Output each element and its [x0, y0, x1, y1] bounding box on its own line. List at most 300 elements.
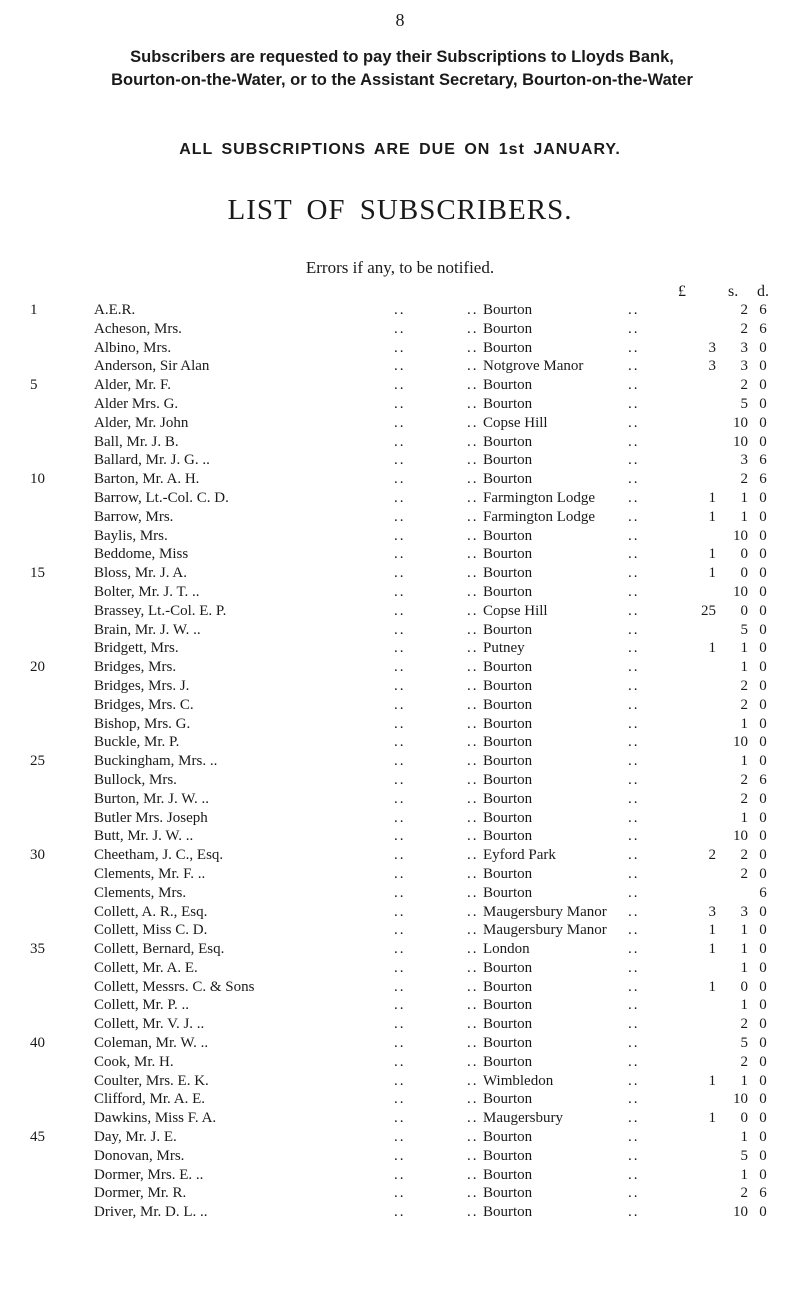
amount-shillings: 2	[740, 865, 748, 882]
leader-dots: ..	[394, 452, 406, 469]
leader-dots: ..	[628, 1110, 640, 1127]
leader-dots: ..	[467, 489, 479, 506]
amount-column-header	[0, 283, 800, 303]
leader-dots: ..	[628, 903, 640, 920]
subscriber-name: Collett, Bernard, Esq.	[94, 941, 225, 958]
amount-pence: 6	[759, 452, 767, 469]
subscriber-name: Burton, Mr. J. W. ..	[94, 790, 210, 807]
subscriber-name: Alder, Mr. F.	[94, 377, 171, 394]
amount-pounds: 1	[708, 640, 716, 657]
leader-dots: ..	[394, 339, 406, 356]
subscriber-name: Collett, Mr. A. E.	[94, 959, 198, 976]
subscriber-row	[0, 527, 800, 546]
leader-dots: ..	[467, 339, 479, 356]
amount-pounds: 1	[708, 978, 716, 995]
subscriber-row	[0, 339, 800, 358]
leader-dots: ..	[628, 358, 640, 375]
leader-dots: ..	[467, 358, 479, 375]
leader-dots: ..	[467, 471, 479, 488]
amount-shillings: 3	[740, 358, 748, 375]
amount-shillings: 2	[740, 1016, 748, 1033]
leader-dots: ..	[467, 1035, 479, 1052]
subscriber-place: Bourton	[483, 734, 533, 751]
amount-pounds: 1	[708, 922, 716, 939]
subscriber-row	[0, 1053, 800, 1072]
subscriber-name: Barton, Mr. A. H.	[94, 471, 200, 488]
leader-dots: ..	[628, 922, 640, 939]
subscriber-name: Alder Mrs. G.	[94, 395, 179, 412]
leader-dots: ..	[628, 1091, 640, 1108]
subscriber-place: Bourton	[483, 621, 533, 638]
subscriber-place: Bourton	[483, 1166, 533, 1183]
amount-pence: 6	[759, 320, 767, 337]
subscriber-row	[0, 959, 800, 978]
leader-dots: ..	[467, 452, 479, 469]
subscriber-row	[0, 639, 800, 658]
subscriber-place: Bourton	[483, 959, 533, 976]
leader-dots: ..	[628, 640, 640, 657]
amount-pence: 0	[759, 903, 767, 920]
leader-dots: ..	[467, 377, 479, 394]
subscriber-row	[0, 884, 800, 903]
amount-pounds: 2	[708, 847, 716, 864]
leader-dots: ..	[628, 452, 640, 469]
amount-pence: 0	[759, 1147, 767, 1164]
subscriber-place: Bourton	[483, 771, 533, 788]
leader-dots: ..	[394, 583, 406, 600]
amount-pence: 0	[759, 508, 767, 525]
leader-dots: ..	[628, 734, 640, 751]
leader-dots: ..	[394, 1072, 406, 1089]
amount-shillings: 10	[733, 433, 748, 450]
leader-dots: ..	[467, 1129, 479, 1146]
subscriber-name: Dawkins, Miss F. A.	[94, 1110, 217, 1127]
amount-shillings: 1	[740, 1166, 748, 1183]
subscriber-row	[0, 865, 800, 884]
leader-dots: ..	[467, 433, 479, 450]
leader-dots: ..	[628, 1185, 640, 1202]
row-number: 20	[30, 659, 45, 676]
leader-dots: ..	[467, 414, 479, 431]
subscriber-place: Bourton	[483, 715, 533, 732]
amount-shillings: 1	[740, 659, 748, 676]
leader-dots: ..	[394, 1129, 406, 1146]
leader-dots: ..	[394, 884, 406, 901]
amount-shillings: 0	[740, 546, 748, 563]
leader-dots: ..	[467, 602, 479, 619]
subscriber-place: Bourton	[483, 1035, 533, 1052]
payment-notice-line-2: Bourton-on-the-Water, or to the Assistant Secretary, Bourton-on-the-Water	[111, 71, 693, 89]
subscriber-name: Bridges, Mrs.	[94, 659, 177, 676]
subscriber-place: Bourton	[483, 1016, 533, 1033]
leader-dots: ..	[628, 602, 640, 619]
amount-shillings: 5	[740, 1035, 748, 1052]
subscriber-row	[0, 583, 800, 602]
amount-shillings: 3	[740, 339, 748, 356]
subscriber-name: Cheetham, J. C., Esq.	[94, 847, 224, 864]
subscriber-name: Bishop, Mrs. G.	[94, 715, 191, 732]
amount-pence: 0	[759, 489, 767, 506]
amount-pounds: 1	[708, 941, 716, 958]
amount-pounds: 1	[708, 1110, 716, 1127]
leader-dots: ..	[467, 565, 479, 582]
amount-pence: 0	[759, 809, 767, 826]
amount-shillings: 2	[740, 1053, 748, 1070]
subscriber-place: Bourton	[483, 1204, 533, 1221]
amount-pence: 0	[759, 677, 767, 694]
amount-pence: 0	[759, 546, 767, 563]
leader-dots: ..	[394, 1110, 406, 1127]
amount-pence: 0	[759, 527, 767, 544]
leader-dots: ..	[467, 809, 479, 826]
leader-dots: ..	[467, 884, 479, 901]
amount-pence: 6	[759, 1185, 767, 1202]
leader-dots: ..	[394, 659, 406, 676]
subscriber-name: Bridgett, Mrs.	[94, 640, 179, 657]
due-notice: ALL SUBSCRIPTIONS ARE DUE ON 1st JANUARY.	[179, 141, 621, 158]
leader-dots: ..	[467, 1053, 479, 1070]
leader-dots: ..	[394, 489, 406, 506]
amount-shillings: 0	[740, 565, 748, 582]
leader-dots: ..	[628, 997, 640, 1014]
subscriber-row	[0, 1072, 800, 1091]
subscriber-place: Bourton	[483, 546, 533, 563]
subscriber-row	[0, 978, 800, 997]
leader-dots: ..	[467, 320, 479, 337]
leader-dots: ..	[394, 734, 406, 751]
amount-shillings: 1	[740, 997, 748, 1014]
subscriber-row	[0, 414, 800, 433]
subscriber-row	[0, 903, 800, 922]
leader-dots: ..	[394, 865, 406, 882]
leader-dots: ..	[628, 659, 640, 676]
amount-shillings: 10	[733, 583, 748, 600]
subscriber-name: Beddome, Miss	[94, 546, 189, 563]
leader-dots: ..	[467, 847, 479, 864]
subscriber-row	[0, 1128, 800, 1147]
amount-shillings: 2	[740, 320, 748, 337]
amount-shillings: 5	[740, 1147, 748, 1164]
row-number: 10	[30, 471, 45, 488]
amount-shillings: 5	[740, 621, 748, 638]
amount-pence: 0	[759, 1204, 767, 1221]
subscriber-place: Bourton	[483, 302, 533, 318]
subscriber-name: Baylis, Mrs.	[94, 527, 168, 544]
subscriber-row	[0, 846, 800, 865]
leader-dots: ..	[394, 753, 406, 770]
subscriber-row	[0, 470, 800, 489]
row-number: 35	[30, 941, 45, 958]
leader-dots: ..	[628, 828, 640, 845]
amount-pounds: 3	[708, 358, 716, 375]
leader-dots: ..	[394, 395, 406, 412]
amount-pence: 6	[759, 884, 767, 901]
leader-dots: ..	[394, 546, 406, 563]
amount-pounds: 1	[708, 546, 716, 563]
subscriber-name: Bloss, Mr. J. A.	[94, 565, 187, 582]
leader-dots: ..	[628, 320, 640, 337]
leader-dots: ..	[628, 790, 640, 807]
leader-dots: ..	[628, 1204, 640, 1221]
leader-dots: ..	[628, 621, 640, 638]
amount-pence: 0	[759, 1035, 767, 1052]
leader-dots: ..	[394, 1053, 406, 1070]
subscriber-name: Dormer, Mr. R.	[94, 1185, 187, 1202]
row-number: 45	[30, 1129, 45, 1146]
amount-shillings: 2	[740, 677, 748, 694]
amount-pence: 0	[759, 865, 767, 882]
subscriber-place: Bourton	[483, 1091, 533, 1108]
leader-dots: ..	[467, 941, 479, 958]
amount-shillings: 1	[740, 941, 748, 958]
leader-dots: ..	[394, 1035, 406, 1052]
subscriber-row	[0, 545, 800, 564]
leader-dots: ..	[394, 828, 406, 845]
leader-dots: ..	[394, 508, 406, 525]
leader-dots: ..	[628, 302, 640, 318]
subscriber-row	[0, 940, 800, 959]
leader-dots: ..	[467, 790, 479, 807]
leader-dots: ..	[628, 1053, 640, 1070]
subscriber-row	[0, 602, 800, 621]
subscriber-name: Collett, A. R., Esq.	[94, 903, 208, 920]
subscriber-name: Brassey, Lt.-Col. E. P.	[94, 602, 227, 619]
leader-dots: ..	[394, 640, 406, 657]
subscriber-name: Bolter, Mr. J. T. ..	[94, 583, 200, 600]
leader-dots: ..	[467, 1091, 479, 1108]
leader-dots: ..	[394, 414, 406, 431]
amount-shillings: 10	[733, 828, 748, 845]
subscriber-name: Buckingham, Mrs. ..	[94, 753, 218, 770]
row-number: 15	[30, 565, 45, 582]
leader-dots: ..	[394, 715, 406, 732]
leader-dots: ..	[467, 395, 479, 412]
amount-shillings: 2	[740, 696, 748, 713]
amount-pence: 0	[759, 959, 767, 976]
subscriber-place: Bourton	[483, 1147, 533, 1164]
amount-pence: 0	[759, 922, 767, 939]
subscriber-row	[0, 1034, 800, 1053]
leader-dots: ..	[394, 978, 406, 995]
subscriber-row	[0, 677, 800, 696]
leader-dots: ..	[467, 828, 479, 845]
leader-dots: ..	[628, 753, 640, 770]
leader-dots: ..	[628, 471, 640, 488]
leader-dots: ..	[467, 659, 479, 676]
amount-pounds: 3	[708, 339, 716, 356]
amount-shillings: 2	[740, 302, 748, 318]
amount-pence: 0	[759, 339, 767, 356]
leader-dots: ..	[467, 696, 479, 713]
subscriber-row	[0, 790, 800, 809]
leader-dots: ..	[628, 941, 640, 958]
subscriber-place: Notgrove Manor	[483, 358, 584, 375]
amount-pence: 0	[759, 1166, 767, 1183]
subscriber-name: Day, Mr. J. E.	[94, 1129, 177, 1146]
subscriber-row	[0, 564, 800, 583]
subscriber-row	[0, 301, 800, 320]
amount-pounds: 1	[708, 565, 716, 582]
amount-pence: 0	[759, 358, 767, 375]
leader-dots: ..	[467, 640, 479, 657]
amount-pence: 0	[759, 978, 767, 995]
leader-dots: ..	[394, 959, 406, 976]
leader-dots: ..	[467, 734, 479, 751]
subscriber-place: Bourton	[483, 659, 533, 676]
subscriber-name: Coulter, Mrs. E. K.	[94, 1072, 209, 1089]
amount-pence: 0	[759, 433, 767, 450]
subscriber-name: Donovan, Mrs.	[94, 1147, 185, 1164]
leader-dots: ..	[394, 903, 406, 920]
subscriber-place: Bourton	[483, 395, 533, 412]
amount-pence: 0	[759, 1129, 767, 1146]
leader-dots: ..	[394, 358, 406, 375]
amount-shillings: 1	[740, 715, 748, 732]
amount-shillings: 2	[740, 790, 748, 807]
subscriber-name: Butler Mrs. Joseph	[94, 809, 208, 826]
leader-dots: ..	[628, 1072, 640, 1089]
amount-pence: 0	[759, 828, 767, 845]
leader-dots: ..	[467, 922, 479, 939]
subscriber-row	[0, 696, 800, 715]
leader-dots: ..	[628, 809, 640, 826]
subscriber-place: Bourton	[483, 997, 533, 1014]
leader-dots: ..	[467, 1166, 479, 1183]
amount-shillings: 1	[740, 959, 748, 976]
subscriber-row	[0, 320, 800, 339]
subscriber-place: Bourton	[483, 790, 533, 807]
subscriber-row	[0, 658, 800, 677]
leader-dots: ..	[628, 527, 640, 544]
leader-dots: ..	[467, 959, 479, 976]
amount-pence: 0	[759, 395, 767, 412]
leader-dots: ..	[628, 1166, 640, 1183]
pence-header: d.	[757, 283, 769, 300]
leader-dots: ..	[628, 978, 640, 995]
leader-dots: ..	[628, 433, 640, 450]
amount-pence: 0	[759, 1053, 767, 1070]
amount-pence: 0	[759, 941, 767, 958]
amount-shillings: 2	[740, 377, 748, 394]
subscriber-row	[0, 1147, 800, 1166]
subscriber-place: Bourton	[483, 696, 533, 713]
leader-dots: ..	[628, 865, 640, 882]
subscriber-place: Copse Hill	[483, 602, 548, 619]
amount-shillings: 10	[733, 1091, 748, 1108]
subscriber-row	[0, 621, 800, 640]
subscriber-name: Acheson, Mrs.	[94, 320, 182, 337]
leader-dots: ..	[467, 527, 479, 544]
amount-shillings: 1	[740, 508, 748, 525]
leader-dots: ..	[394, 320, 406, 337]
amount-shillings: 1	[740, 1129, 748, 1146]
subscriber-row	[0, 752, 800, 771]
leader-dots: ..	[628, 959, 640, 976]
subscriber-name: Ball, Mr. J. B.	[94, 433, 179, 450]
leader-dots: ..	[467, 621, 479, 638]
subscriber-place: Bourton	[483, 452, 533, 469]
subscriber-name: Barrow, Mrs.	[94, 508, 174, 525]
leader-dots: ..	[467, 583, 479, 600]
subscriber-name: Butt, Mr. J. W. ..	[94, 828, 194, 845]
amount-pence: 0	[759, 602, 767, 619]
amount-shillings: 1	[740, 1072, 748, 1089]
subscriber-row	[0, 1203, 800, 1222]
subscriber-name: Buckle, Mr. P.	[94, 734, 180, 751]
amount-pence: 0	[759, 1091, 767, 1108]
subscriber-name: Collett, Mr. P. ..	[94, 997, 190, 1014]
amount-pounds: 1	[708, 1072, 716, 1089]
amount-pence: 0	[759, 753, 767, 770]
leader-dots: ..	[394, 847, 406, 864]
amount-shillings: 2	[740, 771, 748, 788]
leader-dots: ..	[394, 565, 406, 582]
amount-shillings: 2	[740, 1185, 748, 1202]
leader-dots: ..	[467, 1204, 479, 1221]
subscriber-row	[0, 1184, 800, 1203]
subscriber-row	[0, 996, 800, 1015]
leader-dots: ..	[467, 302, 479, 318]
amount-pence: 0	[759, 715, 767, 732]
subscriber-row	[0, 1090, 800, 1109]
leader-dots: ..	[628, 546, 640, 563]
leader-dots: ..	[628, 565, 640, 582]
pounds-header: £	[678, 283, 686, 300]
amount-pence: 6	[759, 771, 767, 788]
leader-dots: ..	[628, 1035, 640, 1052]
subscriber-name: Collett, Messrs. C. & Sons	[94, 978, 255, 995]
subscriber-name: Clements, Mr. F. ..	[94, 865, 206, 882]
subscriber-name: Bridges, Mrs. J.	[94, 677, 190, 694]
amount-pence: 0	[759, 583, 767, 600]
leader-dots: ..	[628, 414, 640, 431]
amount-pounds: 25	[701, 602, 716, 619]
subscriber-name: Dormer, Mrs. E. ..	[94, 1166, 204, 1183]
amount-shillings: 1	[740, 640, 748, 657]
subscriber-name: Albino, Mrs.	[94, 339, 172, 356]
amount-shillings: 1	[740, 809, 748, 826]
row-number: 5	[30, 377, 38, 394]
leader-dots: ..	[394, 377, 406, 394]
page-title: LIST OF SUBSCRIBERS.	[227, 194, 573, 226]
subscriber-row	[0, 715, 800, 734]
subscriber-place: Bourton	[483, 471, 533, 488]
leader-dots: ..	[394, 1185, 406, 1202]
amount-pence: 0	[759, 1016, 767, 1033]
leader-dots: ..	[394, 941, 406, 958]
amount-pence: 0	[759, 621, 767, 638]
subscriber-place: Bourton	[483, 865, 533, 882]
leader-dots: ..	[467, 771, 479, 788]
amount-pence: 0	[759, 790, 767, 807]
amount-shillings: 1	[740, 753, 748, 770]
leader-dots: ..	[394, 621, 406, 638]
amount-shillings: 2	[740, 471, 748, 488]
subscriber-place: Farmington Lodge	[483, 489, 596, 506]
subscriber-name: Brain, Mr. J. W. ..	[94, 621, 201, 638]
leader-dots: ..	[628, 395, 640, 412]
subscriber-place: Bourton	[483, 828, 533, 845]
subscriber-place: Bourton	[483, 565, 533, 582]
subscriber-place: Bourton	[483, 377, 533, 394]
amount-shillings: 1	[740, 922, 748, 939]
subscriber-place: Bourton	[483, 1129, 533, 1146]
subscriber-place: Maugersbury Manor	[483, 922, 607, 939]
leader-dots: ..	[467, 1016, 479, 1033]
leader-dots: ..	[628, 696, 640, 713]
leader-dots: ..	[394, 527, 406, 544]
subscriber-name: Clements, Mrs.	[94, 884, 187, 901]
